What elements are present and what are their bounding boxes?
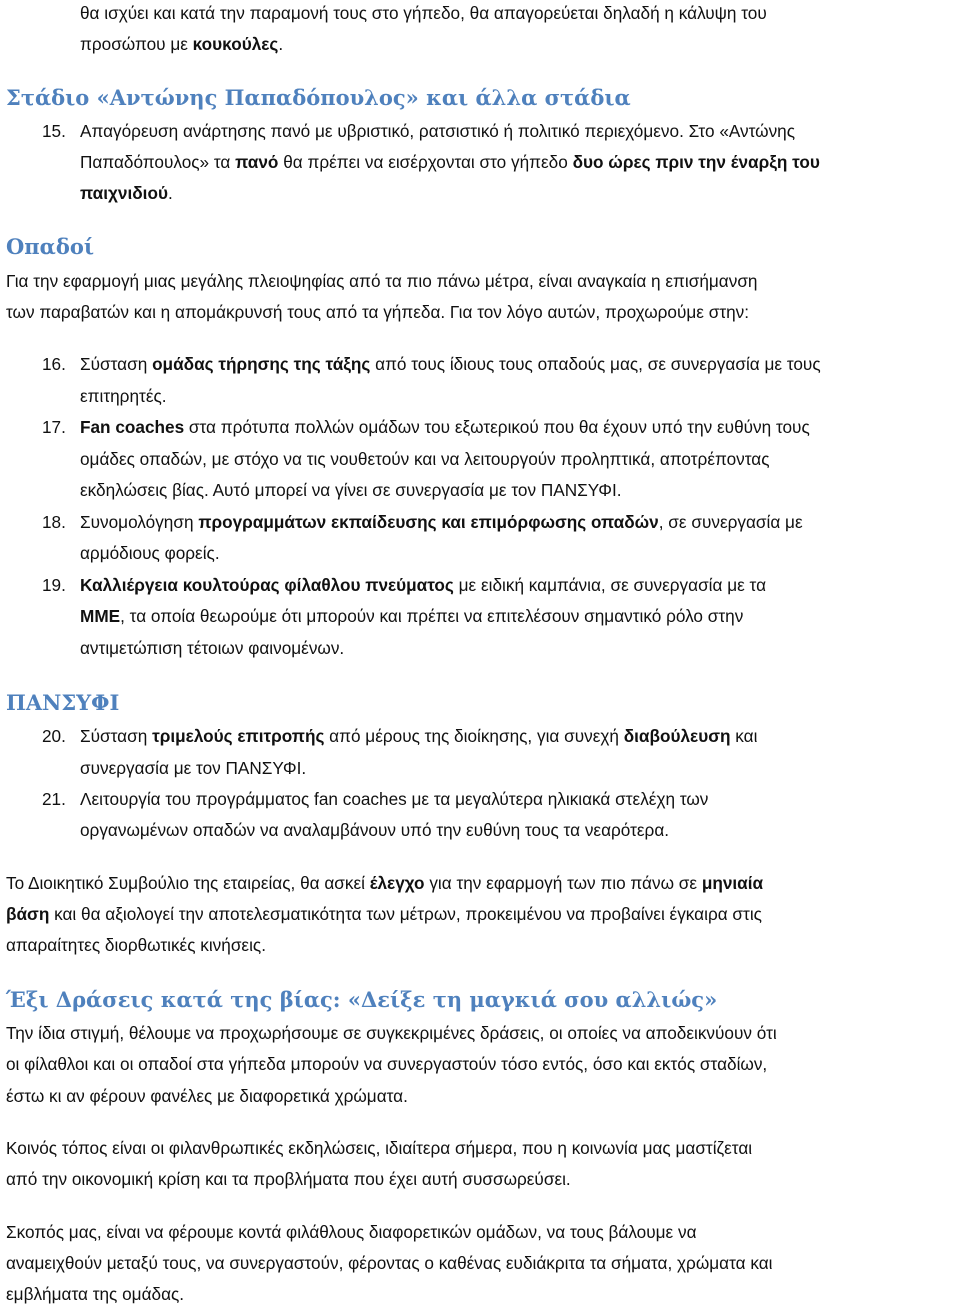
list-item-17: Fan coaches στα πρότυπα πολλών ομάδων του εξωτερικού που θα έχουν υπό την ευθύνη τους xyxy=(80,417,810,437)
list-item-19: Καλλιέργεια κουλτούρας φίλαθλου πνεύματος με ειδική καμπάνια, σε συνεργασία με τα xyxy=(80,575,767,595)
paragraph-line: αναμειχθούν μεταξύ τους, να συνεργαστούν, φέροντας ο καθένας ευδιάκριτα τα σήματα, χρώματα και xyxy=(6,1253,773,1273)
paragraph-line: Κοινός τόπος είναι οι φιλανθρωπικές εκδηλώσεις, ιδιαίτερα σήμερα, που η κοινωνία μας μαστίζεται xyxy=(6,1138,753,1158)
list-number: 21. xyxy=(42,789,66,809)
paragraph-line: βάση και θα αξιολογεί την αποτελεσματικότητα των μέτρων, προκειμένου να προβαίνει έγκαιρα στις xyxy=(6,904,762,924)
list-item-17-line3: εκδηλώσεις βίας. Αυτό μπορεί να γίνει σε συνεργασία με τον ΠΑΝΣΥΦΙ. xyxy=(80,480,622,500)
list-item-19-line2: ΜΜΕ, τα οποία θεωρούμε ότι μπορούν και πρέπει να επιτελέσουν σημαντικό ρόλο στην xyxy=(80,606,744,626)
section-heading-six-actions: Έξι Δράσεις κατά της βίας: «Δείξε τη μαγκιά σου αλλιώς» xyxy=(6,987,718,1012)
list-item-18: Συνομολόγηση προγραμμάτων εκπαίδευσης και επιμόρφωσης οπαδών, σε συνεργασία με xyxy=(80,512,803,532)
paragraph-line: των παραβατών και η απομάκρυνσή τους από τα γήπεδα. Για τον λόγο αυτών, προχωρούμε στην: xyxy=(6,302,750,322)
paragraph-line: Το Διοικητικό Συμβούλιο της εταιρείας, θα ασκεί έλεγχο για την εφαρμογή των πιο πάνω σε μηνιαία xyxy=(6,873,764,893)
paragraph-line: από την οικονομική κρίση και τα προβλήματα που έχει αυτή συσσωρεύσει. xyxy=(6,1169,571,1189)
section-heading-pansyfi: ΠΑΝΣΥΦΙ xyxy=(6,690,120,715)
section-heading-opadoi: Οπαδοί xyxy=(6,234,94,259)
text-line: προσώπου με κουκούλες. xyxy=(80,34,284,54)
list-item-18-line2: αρμόδιους φορείς. xyxy=(80,543,220,563)
list-item-21: Λειτουργία του προγράμματος fan coaches με τα μεγαλύτερα ηλικιακά στελέχη των xyxy=(80,789,709,809)
list-item-19-line3: αντιμετώπιση τέτοιων φαινομένων. xyxy=(80,638,345,658)
text-line: θα ισχύει και κατά την παραμονή τους στο γήπεδο, θα απαγορεύεται δηλαδή η κάλυψη του xyxy=(80,3,767,23)
list-item-15: Απαγόρευση ανάρτησης πανό με υβριστικό, ρατσιστικό ή πολιτικό περιεχόμενο. Στο «Αντώνης xyxy=(80,121,796,141)
list-item-16: Σύσταση ομάδας τήρησης της τάξης από τους ίδιους τους οπαδούς μας, σε συνεργασία με τους xyxy=(80,354,821,374)
list-item-17-line2: ομάδες οπαδών, με στόχο να τις νουθετούν και να λειτουργούν προληπτικά, αποτρέποντας xyxy=(80,449,770,469)
paragraph-line: εμβλήματα της ομάδας. xyxy=(6,1284,185,1304)
list-number: 20. xyxy=(42,726,66,746)
paragraph-line: απαραίτητες διορθωτικές κινήσεις. xyxy=(6,935,266,955)
list-number: 16. xyxy=(42,354,66,374)
list-item-20-line2: συνεργασία με τον ΠΑΝΣΥΦΙ. xyxy=(80,758,307,778)
section-heading-stadia: Στάδιο «Αντώνης Παπαδόπουλος» και άλλα στάδια xyxy=(6,85,631,110)
paragraph-line: οι φίλαθλοι και οι οπαδοί στα γήπεδα μπορούν να συνεργαστούν τόσο εντός, όσο και εκτός σταδίων, xyxy=(6,1054,768,1074)
paragraph-line: Την ίδια στιγμή, θέλουμε να προχωρήσουμε σε συγκεκριμένες δράσεις, οι οποίες να αποδεικνύουν ότι xyxy=(6,1023,777,1043)
list-item-21-line2: οργανωμένων οπαδών να αναλαμβάνουν υπό την ευθύνη τους τα νεαρότερα. xyxy=(80,820,670,840)
list-number: 18. xyxy=(42,512,66,532)
list-number: 17. xyxy=(42,417,66,437)
list-item-15-line2: Παπαδόπουλος» τα πανό θα πρέπει να εισέρχονται στο γήπεδο δυο ώρες πριν την έναρξη του xyxy=(80,152,820,172)
list-number: 19. xyxy=(42,575,66,595)
paragraph-line: Σκοπός μας, είναι να φέρουμε κοντά φιλάθλους διαφορετικών ομάδων, να τους βάλουμε να xyxy=(6,1222,697,1242)
list-item-16-line2: επιτηρητές. xyxy=(80,386,167,406)
list-item-15-line3: παιχνιδιού. xyxy=(80,183,173,203)
list-item-20: Σύσταση τριμελούς επιτροπής από μέρους της διοίκησης, για συνεχή διαβούλευση και xyxy=(80,726,758,746)
paragraph-line: έστω κι αν φέρουν φανέλες με διαφορετικά χρώματα. xyxy=(6,1086,408,1106)
list-number: 15. xyxy=(42,121,66,141)
paragraph-line: Για την εφαρμογή μιας μεγάλης πλειοψηφίας από τα πιο πάνω μέτρα, είναι αναγκαία η επισήμανση xyxy=(6,271,758,291)
